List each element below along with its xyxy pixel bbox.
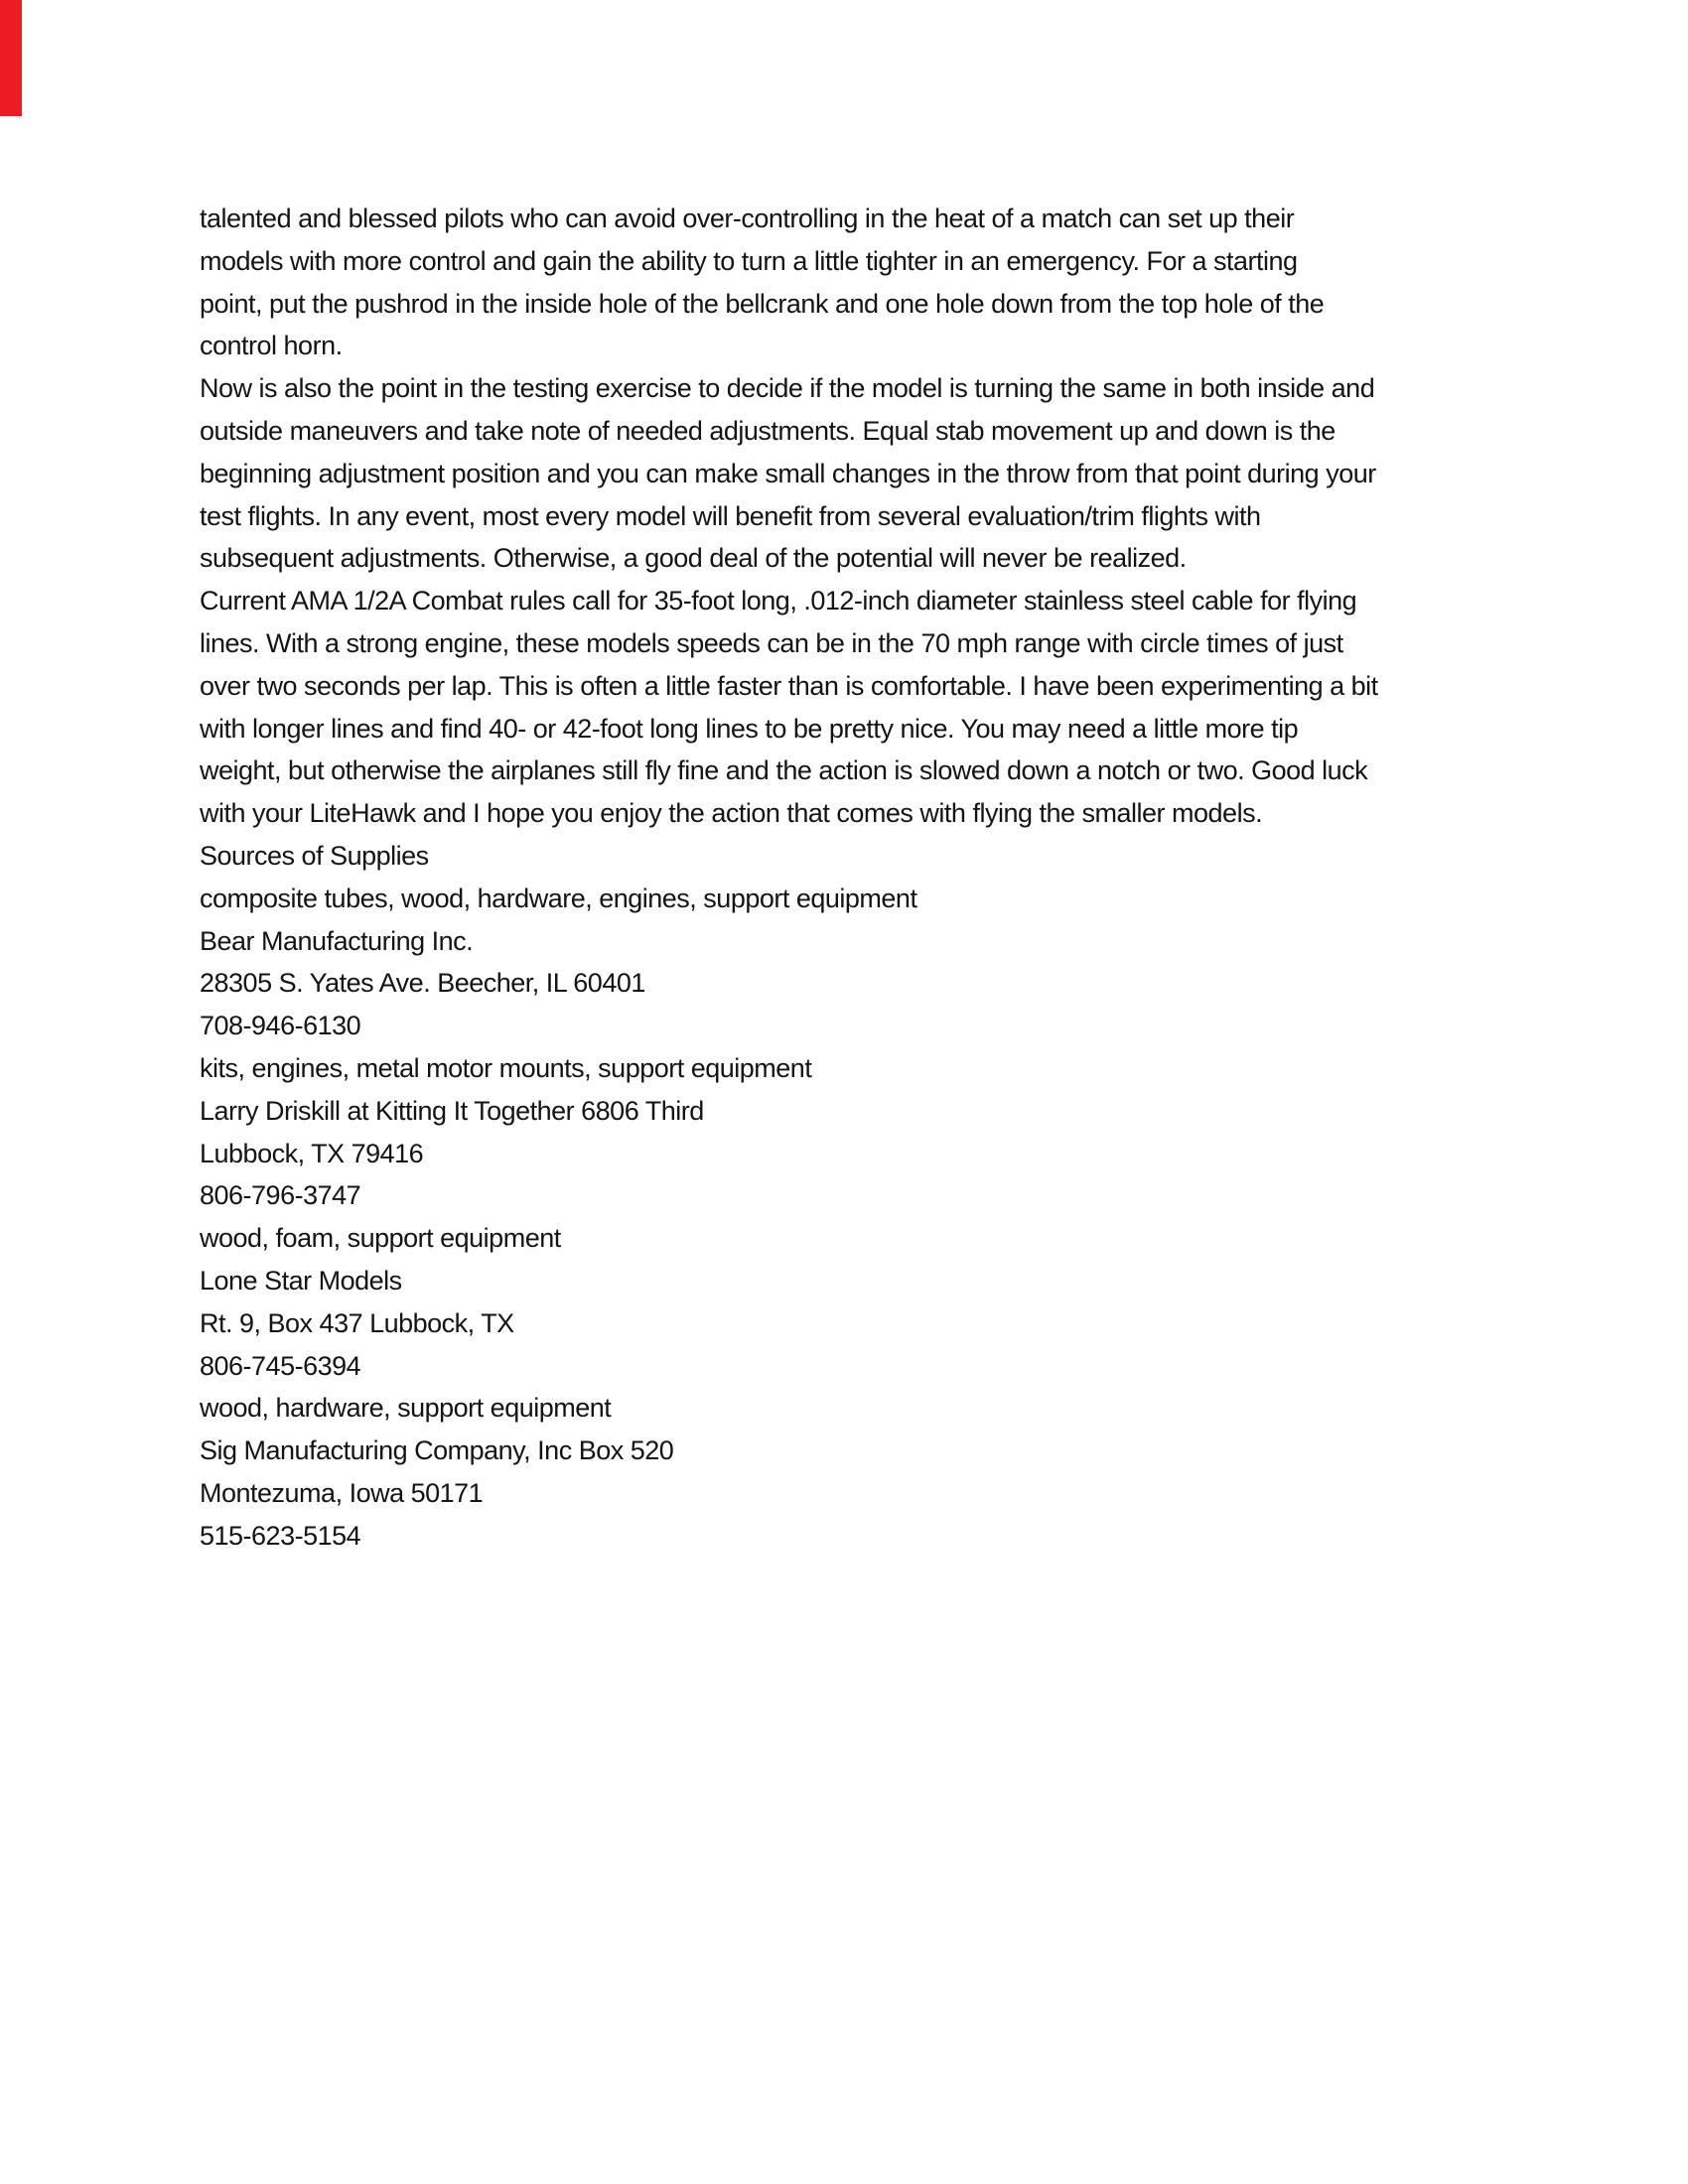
text-line-supplier-name: Lone Star Models [200,1265,402,1296]
text-line: subsequent adjustments. Otherwise, a good deal of the potential will never be realized. [200,543,1187,574]
text-line: over two seconds per lap. This is often a little faster than is comfortable. I have been experimenting a bit [200,670,1378,701]
text-line: point, put the pushrod in the inside hole of the bellcrank and one hole down from the top hole of the [200,288,1325,319]
text-line-address: Rt. 9, Box 437 Lubbock, TX [200,1307,514,1338]
text-line: wood, foam, support equipment [200,1223,561,1254]
text-line: with longer lines and find 40- or 42-foot long lines to be pretty nice. You may need a little more tip [200,713,1299,744]
text-line: talented and blessed pilots who can avoid over-controlling in the heat of a match can set up their [200,204,1295,233]
red-flag-mark [0,0,22,116]
text-line: with your LiteHawk and I hope you enjoy the action that comes with flying the smaller models. [200,798,1263,829]
text-line-phone: 806-796-3747 [200,1180,361,1211]
text-line-phone: 515-623-5154 [200,1520,361,1551]
text-line: Current AMA 1/2A Combat rules call for 35-foot long, .012-inch diameter stainless steel cable for flying [200,586,1357,616]
text-line-phone: 806-745-6394 [200,1350,361,1381]
text-line: test flights. In any event, most every model will benefit from several evaluation/trim flights with [200,500,1261,531]
text-line-address: Lubbock, TX 79416 [200,1138,424,1168]
text-line: composite tubes, wood, hardware, engines, support equipment [200,883,917,913]
text-line: weight, but otherwise the airplanes still fly fine and the action is slowed down a notch or two. Good luck [200,755,1368,786]
text-line: beginning adjustment position and you can make small changes in the throw from that point during your [200,458,1376,488]
text-line: Now is also the point in the testing exercise to decide if the model is turning the same in both inside and [200,373,1375,404]
text-line-address: Montezuma, Iowa 50171 [200,1477,484,1508]
text-line: outside maneuvers and take note of needed adjustments. Equal stab movement up and down is the [200,415,1336,446]
text-line-supplier-name: Larry Driskill at Kitting It Together 6806 Third [200,1095,704,1126]
text-line-supplier-name: Bear Manufacturing Inc. [200,925,474,956]
text-line: kits, engines, metal motor mounts, support equipment [200,1052,812,1083]
text-line: wood, hardware, support equipment [200,1393,612,1424]
text-line-supplier-name: Sig Manufacturing Company, Inc Box 520 [200,1435,674,1466]
text-line: control horn. [200,331,343,361]
document-text-block [200,198,1590,1558]
text-line-phone: 708-946-6130 [200,1011,361,1041]
text-line-sources-heading: Sources of Supplies [200,840,429,871]
text-line-address: 28305 S. Yates Ave. Beecher, IL 60401 [200,968,645,999]
text-line: models with more control and gain the ability to turn a little tighter in an emergency. For a starting [200,245,1298,276]
text-line: lines. With a strong engine, these models speeds can be in the 70 mph range with circle times of just [200,627,1343,658]
